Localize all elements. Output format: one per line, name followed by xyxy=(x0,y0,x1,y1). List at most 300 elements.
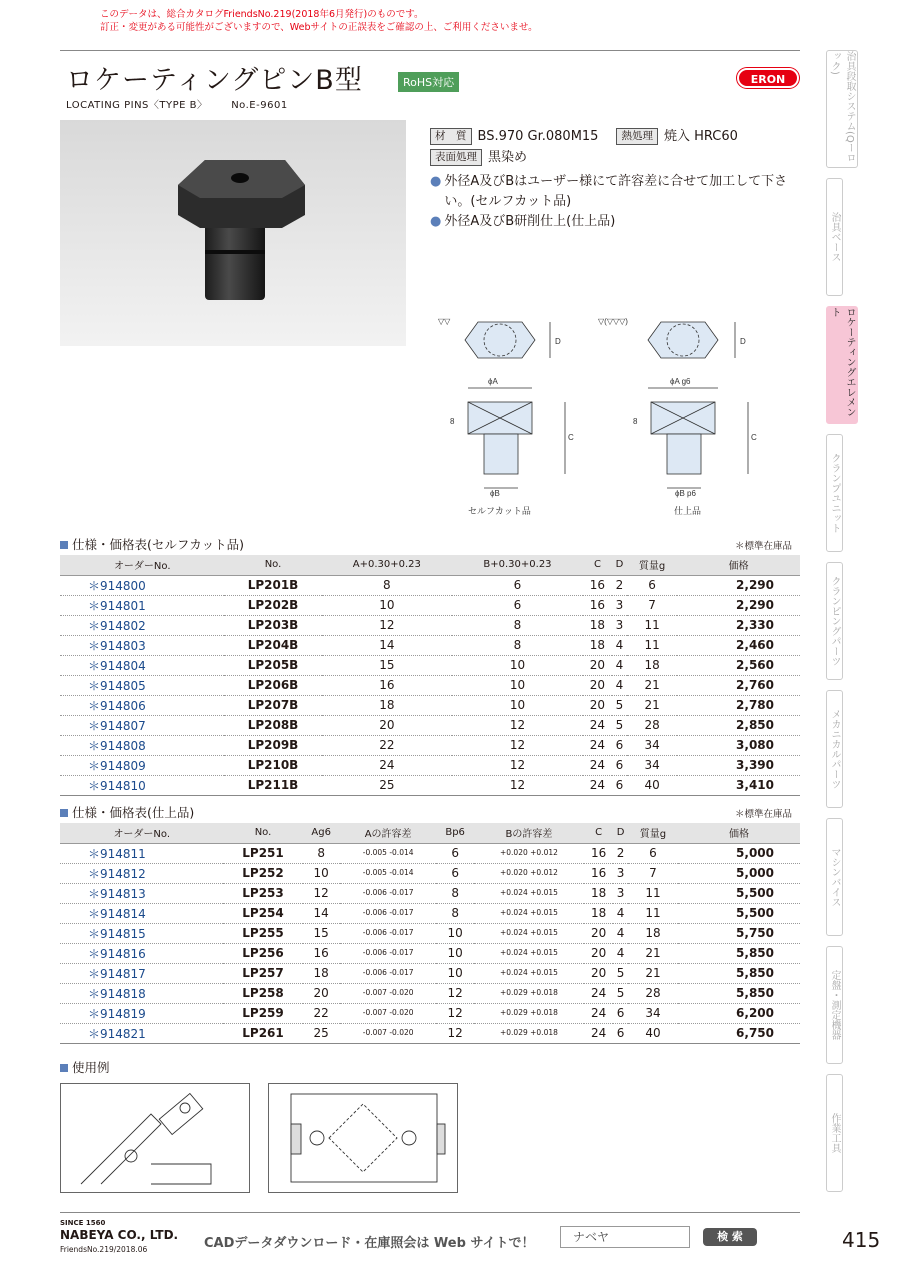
table-cell: 21 xyxy=(628,963,678,983)
table-cell: LP202B xyxy=(224,595,321,615)
table-cell: 2,850 xyxy=(677,715,800,735)
usage-example-1 xyxy=(60,1083,250,1193)
table-cell: LP258 xyxy=(223,983,302,1003)
table-cell: 12 xyxy=(452,775,583,795)
column-header: No. xyxy=(223,823,302,843)
table-cell: LP207B xyxy=(224,695,321,715)
table-cell: 20 xyxy=(584,923,613,943)
bullet-icon: ● xyxy=(430,174,442,189)
table-cell: ＊914803 xyxy=(60,635,224,655)
table-cell: 20 xyxy=(322,715,453,735)
table-cell: 12 xyxy=(436,1023,473,1043)
column-header: 質量g xyxy=(627,555,678,575)
table-cell: 3 xyxy=(613,863,628,883)
table-cell: 40 xyxy=(627,775,678,795)
table-cell: 4 xyxy=(613,923,628,943)
sidebar-tab[interactable]: 治具ベース xyxy=(826,178,843,296)
table-cell: 21 xyxy=(627,695,678,715)
sidebar-tab[interactable]: 定盤・測定機器 xyxy=(826,946,843,1064)
table-cell: 5,850 xyxy=(678,983,800,1003)
table-row xyxy=(60,575,800,595)
table-cell: 16 xyxy=(303,943,340,963)
product-photo xyxy=(60,120,406,346)
table-row xyxy=(60,863,800,883)
column-header: D xyxy=(613,823,628,843)
column-header: B+0.30+0.23 xyxy=(452,555,583,575)
table-cell: 6 xyxy=(628,843,678,863)
table-cell: ＊914805 xyxy=(60,675,224,695)
table-cell: 16 xyxy=(583,575,612,595)
dim-a-g6-label: ϕA g6 xyxy=(670,377,691,386)
column-header: D xyxy=(612,555,627,575)
table-cell: LP204B xyxy=(224,635,321,655)
dim-8-label-2: 8 xyxy=(633,417,638,426)
column-header: 価格 xyxy=(677,555,800,575)
table-cell: 3,390 xyxy=(677,755,800,775)
table-cell: 10 xyxy=(436,923,473,943)
table-cell: 2,290 xyxy=(677,575,800,595)
table-cell: ＊914801 xyxy=(60,595,224,615)
column-header: No. xyxy=(224,555,321,575)
column-header: Aの許容差 xyxy=(340,823,437,843)
usage-title: 使用例 xyxy=(60,1058,110,1076)
table-cell: 2,290 xyxy=(677,595,800,615)
table-cell: LP251 xyxy=(223,843,302,863)
finished-label: 仕上品 xyxy=(674,506,702,516)
table-row xyxy=(60,595,800,615)
table-cell: ＊914802 xyxy=(60,615,224,635)
table-cell: 22 xyxy=(303,1003,340,1023)
table-cell: 21 xyxy=(627,675,678,695)
table-cell: 2,780 xyxy=(677,695,800,715)
dim-8-label: 8 xyxy=(450,417,455,426)
table-cell: LP211B xyxy=(224,775,321,795)
table-cell: 24 xyxy=(583,755,612,775)
table-cell: LP206B xyxy=(224,675,321,695)
table-cell: ＊914814 xyxy=(60,903,223,923)
table-cell: 4 xyxy=(612,675,627,695)
column-header: C xyxy=(583,555,612,575)
table-cell: 2,760 xyxy=(677,675,800,695)
sidebar-tab[interactable]: クランプユニット xyxy=(826,434,843,552)
table-cell: 18 xyxy=(303,963,340,983)
table-cell: ＊914811 xyxy=(60,843,223,863)
table-cell: 12 xyxy=(303,883,340,903)
table-row xyxy=(60,715,800,735)
table2-stock-note: ＊標準在庫品 xyxy=(735,809,793,820)
table-cell: -0.007 -0.020 xyxy=(340,1003,437,1023)
table-cell: 15 xyxy=(303,923,340,943)
sidebar-tab[interactable]: 作業工具 xyxy=(826,1074,843,1192)
technical-drawing xyxy=(420,300,780,525)
table-row xyxy=(60,695,800,715)
table-cell: LP255 xyxy=(223,923,302,943)
table-cell: 3 xyxy=(612,615,627,635)
table-cell: 8 xyxy=(452,615,583,635)
surface-value: 黒染め xyxy=(488,150,528,165)
table-cell: 5,850 xyxy=(678,963,800,983)
table-cell: 11 xyxy=(628,883,678,903)
table-cell: ＊914815 xyxy=(60,923,223,943)
table-cell: 4 xyxy=(613,943,628,963)
table-cell: 11 xyxy=(628,903,678,923)
table-cell: 10 xyxy=(436,963,473,983)
table-cell: 5 xyxy=(613,983,628,1003)
dim-b-label: ϕB xyxy=(490,489,500,498)
table-cell: LP252 xyxy=(223,863,302,883)
table-cell: -0.005 -0.014 xyxy=(340,863,437,883)
table-cell: LP261 xyxy=(223,1023,302,1043)
table-cell: LP259 xyxy=(223,1003,302,1023)
table-cell: 10 xyxy=(436,943,473,963)
catalog-edition: FriendsNo.219/2018.06 xyxy=(60,1245,148,1254)
table1-stock-note: ＊標準在庫品 xyxy=(735,541,793,552)
table-cell: -0.007 -0.020 xyxy=(340,1023,437,1043)
table-cell: 20 xyxy=(583,695,612,715)
table-cell: ＊914818 xyxy=(60,983,223,1003)
notice-line-1: このデータは、総合カタログFriendsNo.219(2018年6月発行)のものです。 xyxy=(100,9,424,20)
table-cell: ＊914821 xyxy=(60,1023,223,1043)
table-cell: 10 xyxy=(303,863,340,883)
table-row xyxy=(60,883,800,903)
table-cell: 6 xyxy=(452,595,583,615)
table-cell: ＊914800 xyxy=(60,575,224,595)
table-cell: -0.006 -0.017 xyxy=(340,883,437,903)
table-cell: +0.024 +0.015 xyxy=(474,903,584,923)
table-cell: 18 xyxy=(583,615,612,635)
table-cell: 6 xyxy=(612,755,627,775)
spec-block xyxy=(430,126,738,168)
table-cell: 20 xyxy=(583,675,612,695)
table-cell: 22 xyxy=(322,735,453,755)
table-cell: 11 xyxy=(627,635,678,655)
table-cell: 10 xyxy=(452,655,583,675)
dim-d-label: D xyxy=(555,337,561,346)
table-cell: 10 xyxy=(322,595,453,615)
table-cell: 12 xyxy=(322,615,453,635)
sidebar-tab[interactable]: 治具段取システム(Qーロック) xyxy=(826,50,858,168)
table-cell: 2,560 xyxy=(677,655,800,675)
table-cell: LP253 xyxy=(223,883,302,903)
table-cell: 34 xyxy=(628,1003,678,1023)
selfcut-price-table xyxy=(60,555,800,796)
table-cell: 8 xyxy=(452,635,583,655)
table-cell: 6 xyxy=(613,1023,628,1043)
table-row xyxy=(60,1023,800,1043)
table-cell: ＊914817 xyxy=(60,963,223,983)
table-header-row xyxy=(60,823,800,843)
table-cell: LP208B xyxy=(224,715,321,735)
table1-title: 仕様・価格表(セルフカット品) xyxy=(60,535,244,553)
table-cell: 20 xyxy=(583,655,612,675)
table-cell: 24 xyxy=(584,1003,613,1023)
table-cell: LP205B xyxy=(224,655,321,675)
cad-download-text: CADデータダウンロード・在庫照会は Web サイトで！ xyxy=(204,1236,535,1251)
column-header: オーダーNo. xyxy=(60,555,224,575)
table-cell: 2,330 xyxy=(677,615,800,635)
table-cell: 2,460 xyxy=(677,635,800,655)
table-cell: 14 xyxy=(303,903,340,923)
table-cell: 5,750 xyxy=(678,923,800,943)
table-cell: 7 xyxy=(628,863,678,883)
table-cell: 12 xyxy=(452,715,583,735)
table-cell: +0.029 +0.018 xyxy=(474,1023,584,1043)
table-cell: 4 xyxy=(612,655,627,675)
table-row xyxy=(60,755,800,775)
table-cell: 12 xyxy=(452,755,583,775)
table-cell: 34 xyxy=(627,735,678,755)
sidebar-tab[interactable]: ロケーティングエレメント xyxy=(826,306,858,424)
table-cell: -0.006 -0.017 xyxy=(340,943,437,963)
selfcut-label: セルフカット品 xyxy=(468,506,531,516)
catalog-number: No.E-9601 xyxy=(231,100,288,111)
table-cell: 16 xyxy=(584,843,613,863)
table-cell: 24 xyxy=(583,715,612,735)
table-cell: 25 xyxy=(303,1023,340,1043)
table-cell: 2 xyxy=(612,575,627,595)
title-rule xyxy=(60,50,800,51)
dim-c-label-2: C xyxy=(751,433,757,442)
table-row xyxy=(60,963,800,983)
table-row xyxy=(60,735,800,755)
table-cell: ＊914810 xyxy=(60,775,224,795)
table-cell: 4 xyxy=(613,903,628,923)
table-row xyxy=(60,1003,800,1023)
table-cell: ＊914804 xyxy=(60,655,224,675)
table-row xyxy=(60,903,800,923)
table-cell: 10 xyxy=(452,675,583,695)
table-cell: ＊914806 xyxy=(60,695,224,715)
section-square-icon xyxy=(60,1064,68,1072)
table-cell: +0.024 +0.015 xyxy=(474,943,584,963)
table-cell: LP254 xyxy=(223,903,302,923)
table-cell: 24 xyxy=(583,735,612,755)
table-cell: LP257 xyxy=(223,963,302,983)
table-cell: 8 xyxy=(436,883,473,903)
table-cell: 5 xyxy=(613,963,628,983)
table-cell: +0.020 +0.012 xyxy=(474,863,584,883)
table-cell: LP209B xyxy=(224,735,321,755)
table-cell: 3 xyxy=(612,595,627,615)
table-cell: +0.024 +0.015 xyxy=(474,923,584,943)
column-header: Ag6 xyxy=(303,823,340,843)
table-cell: 24 xyxy=(322,755,453,775)
table-cell: 16 xyxy=(322,675,453,695)
bullet-icon: ● xyxy=(430,214,442,229)
table-cell: 5,500 xyxy=(678,883,800,903)
table-cell: -0.005 -0.014 xyxy=(340,843,437,863)
table-cell: ＊914819 xyxy=(60,1003,223,1023)
table-cell: 6 xyxy=(627,575,678,595)
dim-a-label: ϕA xyxy=(488,377,498,386)
rohs-badge: RoHS対応 xyxy=(398,72,459,92)
heat-treatment-tag: 熱処理 xyxy=(616,128,658,145)
sidebar-tab[interactable]: マシンバイス xyxy=(826,818,843,936)
table-cell: 12 xyxy=(436,1003,473,1023)
table-cell: 6 xyxy=(436,843,473,863)
table-cell: 4 xyxy=(612,635,627,655)
dim-c-label: C xyxy=(568,433,574,442)
feature-list xyxy=(430,172,800,232)
selfcut-drawing xyxy=(438,317,574,516)
section-square-icon xyxy=(60,809,68,817)
table-cell: 16 xyxy=(583,595,612,615)
table-cell: 8 xyxy=(303,843,340,863)
table-row xyxy=(60,655,800,675)
finish-symbol: ▽(▽▽▽) xyxy=(598,317,628,326)
notice-line-2: 訂正・変更がある可能性がございますので、Webサイトの正誤表をご確認の上、ご利用くださいませ。 xyxy=(100,22,538,33)
table-cell: 25 xyxy=(322,775,453,795)
table-cell: 18 xyxy=(322,695,453,715)
table-row xyxy=(60,923,800,943)
table-cell: +0.029 +0.018 xyxy=(474,983,584,1003)
table-cell: 6 xyxy=(436,863,473,883)
table-cell: 5,500 xyxy=(678,903,800,923)
dim-b-p6-label: ϕB p6 xyxy=(675,489,696,498)
table-cell: 15 xyxy=(322,655,453,675)
column-header: C xyxy=(584,823,613,843)
usage-drawing-2 xyxy=(269,1084,457,1192)
finished-price-table xyxy=(60,823,800,1044)
page-subtitle xyxy=(66,96,288,111)
table-cell: LP256 xyxy=(223,943,302,963)
table-row xyxy=(60,943,800,963)
category-sidebar xyxy=(826,50,874,1202)
since-label: SINCE 1560 xyxy=(60,1219,106,1227)
table-cell: 20 xyxy=(303,983,340,1003)
table-cell: +0.020 +0.012 xyxy=(474,843,584,863)
table-cell: 11 xyxy=(627,615,678,635)
table-cell: -0.007 -0.020 xyxy=(340,983,437,1003)
table-cell: LP210B xyxy=(224,755,321,775)
table-cell: LP203B xyxy=(224,615,321,635)
table-cell: 7 xyxy=(627,595,678,615)
feature-item: ● 外径A及びB研削仕上(仕上品) xyxy=(430,212,800,232)
table-cell: 8 xyxy=(322,575,453,595)
table-cell: 3,410 xyxy=(677,775,800,795)
heat-treatment-value: 焼入 HRC60 xyxy=(663,129,738,144)
material-value: BS.970 Gr.080M15 xyxy=(477,129,599,144)
table-cell: 40 xyxy=(628,1023,678,1043)
table-cell: 18 xyxy=(628,923,678,943)
subtitle-english: LOCATING PINS〈TYPE B〉 xyxy=(66,100,208,111)
section-square-icon xyxy=(60,541,68,549)
table-cell: 5 xyxy=(612,695,627,715)
page-number: 415 xyxy=(842,1228,881,1252)
table-cell: 5,000 xyxy=(678,843,800,863)
table-cell: 6,750 xyxy=(678,1023,800,1043)
table-cell: 20 xyxy=(584,943,613,963)
table-row xyxy=(60,775,800,795)
table-cell: 14 xyxy=(322,635,453,655)
column-header: 質量g xyxy=(628,823,678,843)
footer-rule xyxy=(60,1212,800,1213)
table-cell: -0.006 -0.017 xyxy=(340,923,437,943)
feature-item: ● 外径A及びBはユーザー様にて許容差に合せて加工して下さい。(セルフカット品) xyxy=(430,172,800,212)
page-title: ロケーティングピンB型 xyxy=(66,65,363,96)
table-cell: 24 xyxy=(584,1023,613,1043)
table-cell: 12 xyxy=(436,983,473,1003)
locating-pin-image xyxy=(60,120,406,346)
usage-example-2 xyxy=(268,1083,458,1193)
table-cell: 6,200 xyxy=(678,1003,800,1023)
table-cell: 5 xyxy=(612,715,627,735)
table-row xyxy=(60,675,800,695)
table-cell: +0.024 +0.015 xyxy=(474,883,584,903)
column-header: A+0.30+0.23 xyxy=(322,555,453,575)
table-cell: 3,080 xyxy=(677,735,800,755)
column-header: Bp6 xyxy=(436,823,473,843)
table-cell: 5,000 xyxy=(678,863,800,883)
column-header: オーダーNo. xyxy=(60,823,223,843)
search-button[interactable]: 検 索 xyxy=(703,1228,757,1246)
table-cell: 28 xyxy=(627,715,678,735)
table-cell: 8 xyxy=(436,903,473,923)
usage-drawing-1 xyxy=(61,1084,249,1192)
table-cell: 16 xyxy=(584,863,613,883)
table-cell: 18 xyxy=(584,883,613,903)
table-row xyxy=(60,635,800,655)
table-cell: 5,850 xyxy=(678,943,800,963)
dim-d-label-2: D xyxy=(740,337,746,346)
company-logo: NABEYA CO., LTD. xyxy=(60,1228,179,1242)
column-header: 価格 xyxy=(678,823,800,843)
table-cell: -0.006 -0.017 xyxy=(340,903,437,923)
table-cell: ＊914812 xyxy=(60,863,223,883)
sidebar-tab[interactable]: クランピングパーツ xyxy=(826,562,843,680)
surface-finish-symbol: ▽▽ xyxy=(438,317,451,326)
table-cell: ＊914808 xyxy=(60,735,224,755)
table-cell: 24 xyxy=(584,983,613,1003)
table-row xyxy=(60,615,800,635)
table-cell: 34 xyxy=(627,755,678,775)
table-row xyxy=(60,983,800,1003)
finished-drawing xyxy=(598,317,757,516)
sidebar-tab[interactable]: メカニカルパーツ xyxy=(826,690,843,808)
table-cell: 6 xyxy=(613,1003,628,1023)
surface-tag: 表面処理 xyxy=(430,149,482,166)
table-cell: 21 xyxy=(628,943,678,963)
table-cell: +0.024 +0.015 xyxy=(474,963,584,983)
table2-title: 仕様・価格表(仕上品) xyxy=(60,803,194,821)
table-cell: ＊914816 xyxy=(60,943,223,963)
table-cell: ＊914809 xyxy=(60,755,224,775)
table-cell: 2 xyxy=(613,843,628,863)
table-cell: 6 xyxy=(452,575,583,595)
table-cell: 24 xyxy=(583,775,612,795)
table-header-row xyxy=(60,555,800,575)
table-cell: 6 xyxy=(612,735,627,755)
material-tag: 材 質 xyxy=(430,128,472,145)
table-cell: ＊914807 xyxy=(60,715,224,735)
eron-logo: ERON xyxy=(737,68,799,88)
table-row xyxy=(60,843,800,863)
table-cell: 18 xyxy=(627,655,678,675)
table-cell: +0.029 +0.018 xyxy=(474,1003,584,1023)
table-cell: 28 xyxy=(628,983,678,1003)
table-cell: 10 xyxy=(452,695,583,715)
table-cell: 18 xyxy=(583,635,612,655)
catalog-notice xyxy=(100,8,538,34)
table-cell: ＊914813 xyxy=(60,883,223,903)
search-input[interactable]: ナベヤ xyxy=(560,1226,690,1248)
table-cell: 6 xyxy=(612,775,627,795)
table-cell: -0.006 -0.017 xyxy=(340,963,437,983)
table-cell: 12 xyxy=(452,735,583,755)
column-header: Bの許容差 xyxy=(474,823,584,843)
table-cell: 18 xyxy=(584,903,613,923)
table-cell: 3 xyxy=(613,883,628,903)
